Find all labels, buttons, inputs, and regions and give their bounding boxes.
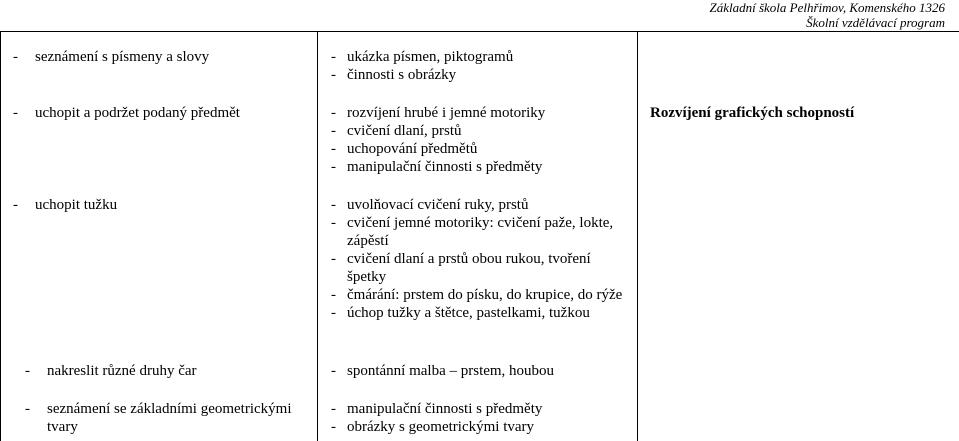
goal-cell — [13, 104, 303, 122]
goal-item: - uchopit a podržet podaný předmět — [13, 104, 303, 122]
activity-item: - cvičení jemné motoriky: cvičení paže, lokte, zápěstí — [331, 214, 631, 250]
activities-cell — [331, 104, 636, 176]
goal-item: - nakreslit různé druhy čar — [25, 362, 303, 380]
activity-item: - cvičení dlaní a prstů obou rukou, tvoření špetky — [331, 250, 631, 286]
document-header — [709, 0, 945, 30]
goal-cell — [13, 400, 313, 436]
activities-cell — [331, 196, 631, 322]
activity-item: - ukázka písmen, piktogramů — [331, 48, 636, 66]
column-divider — [637, 32, 638, 441]
activity-item: - manipulační činnosti s předměty — [331, 158, 636, 176]
school-name: Základní škola Pelhřimov, Komenského 1326 — [709, 0, 945, 15]
goal-cell — [13, 362, 303, 380]
activity-item: - úchop tužky a štětce, pastelkami, tužkou — [331, 304, 631, 322]
goal-cell — [13, 48, 303, 66]
activities-cell — [331, 400, 636, 436]
goal-item: - uchopit tužku — [13, 196, 303, 214]
activity-item: - čmárání: prstem do písku, do krupice, do rýže — [331, 286, 631, 304]
column-divider — [317, 32, 318, 441]
goal-item: - seznámení s písmeny a slovy — [13, 48, 303, 66]
activity-item: - manipulační činnosti s předměty — [331, 400, 636, 418]
activities-cell — [331, 362, 636, 380]
activity-item: - obrázky s geometrickými tvary — [331, 418, 636, 436]
area-heading: Rozvíjení grafických schopností — [650, 105, 855, 121]
activity-item: - spontánní malba – prstem, houbou — [331, 362, 636, 380]
activity-item: - rozvíjení hrubé i jemné motoriky — [331, 104, 636, 122]
goal-item: - seznámení se základními geometrickými tvary — [25, 400, 313, 436]
activity-item: - cvičení dlaní, prstů — [331, 122, 636, 140]
document-title: Školní vzdělávací program — [806, 15, 945, 30]
activity-item: - činnosti s obrázky — [331, 66, 636, 84]
area-cell — [650, 104, 950, 122]
activities-cell — [331, 48, 636, 84]
goal-cell — [13, 196, 303, 214]
activity-item: - uvolňovací cvičení ruky, prstů — [331, 196, 631, 214]
activity-item: - uchopování předmětů — [331, 140, 636, 158]
curriculum-table — [0, 31, 959, 441]
